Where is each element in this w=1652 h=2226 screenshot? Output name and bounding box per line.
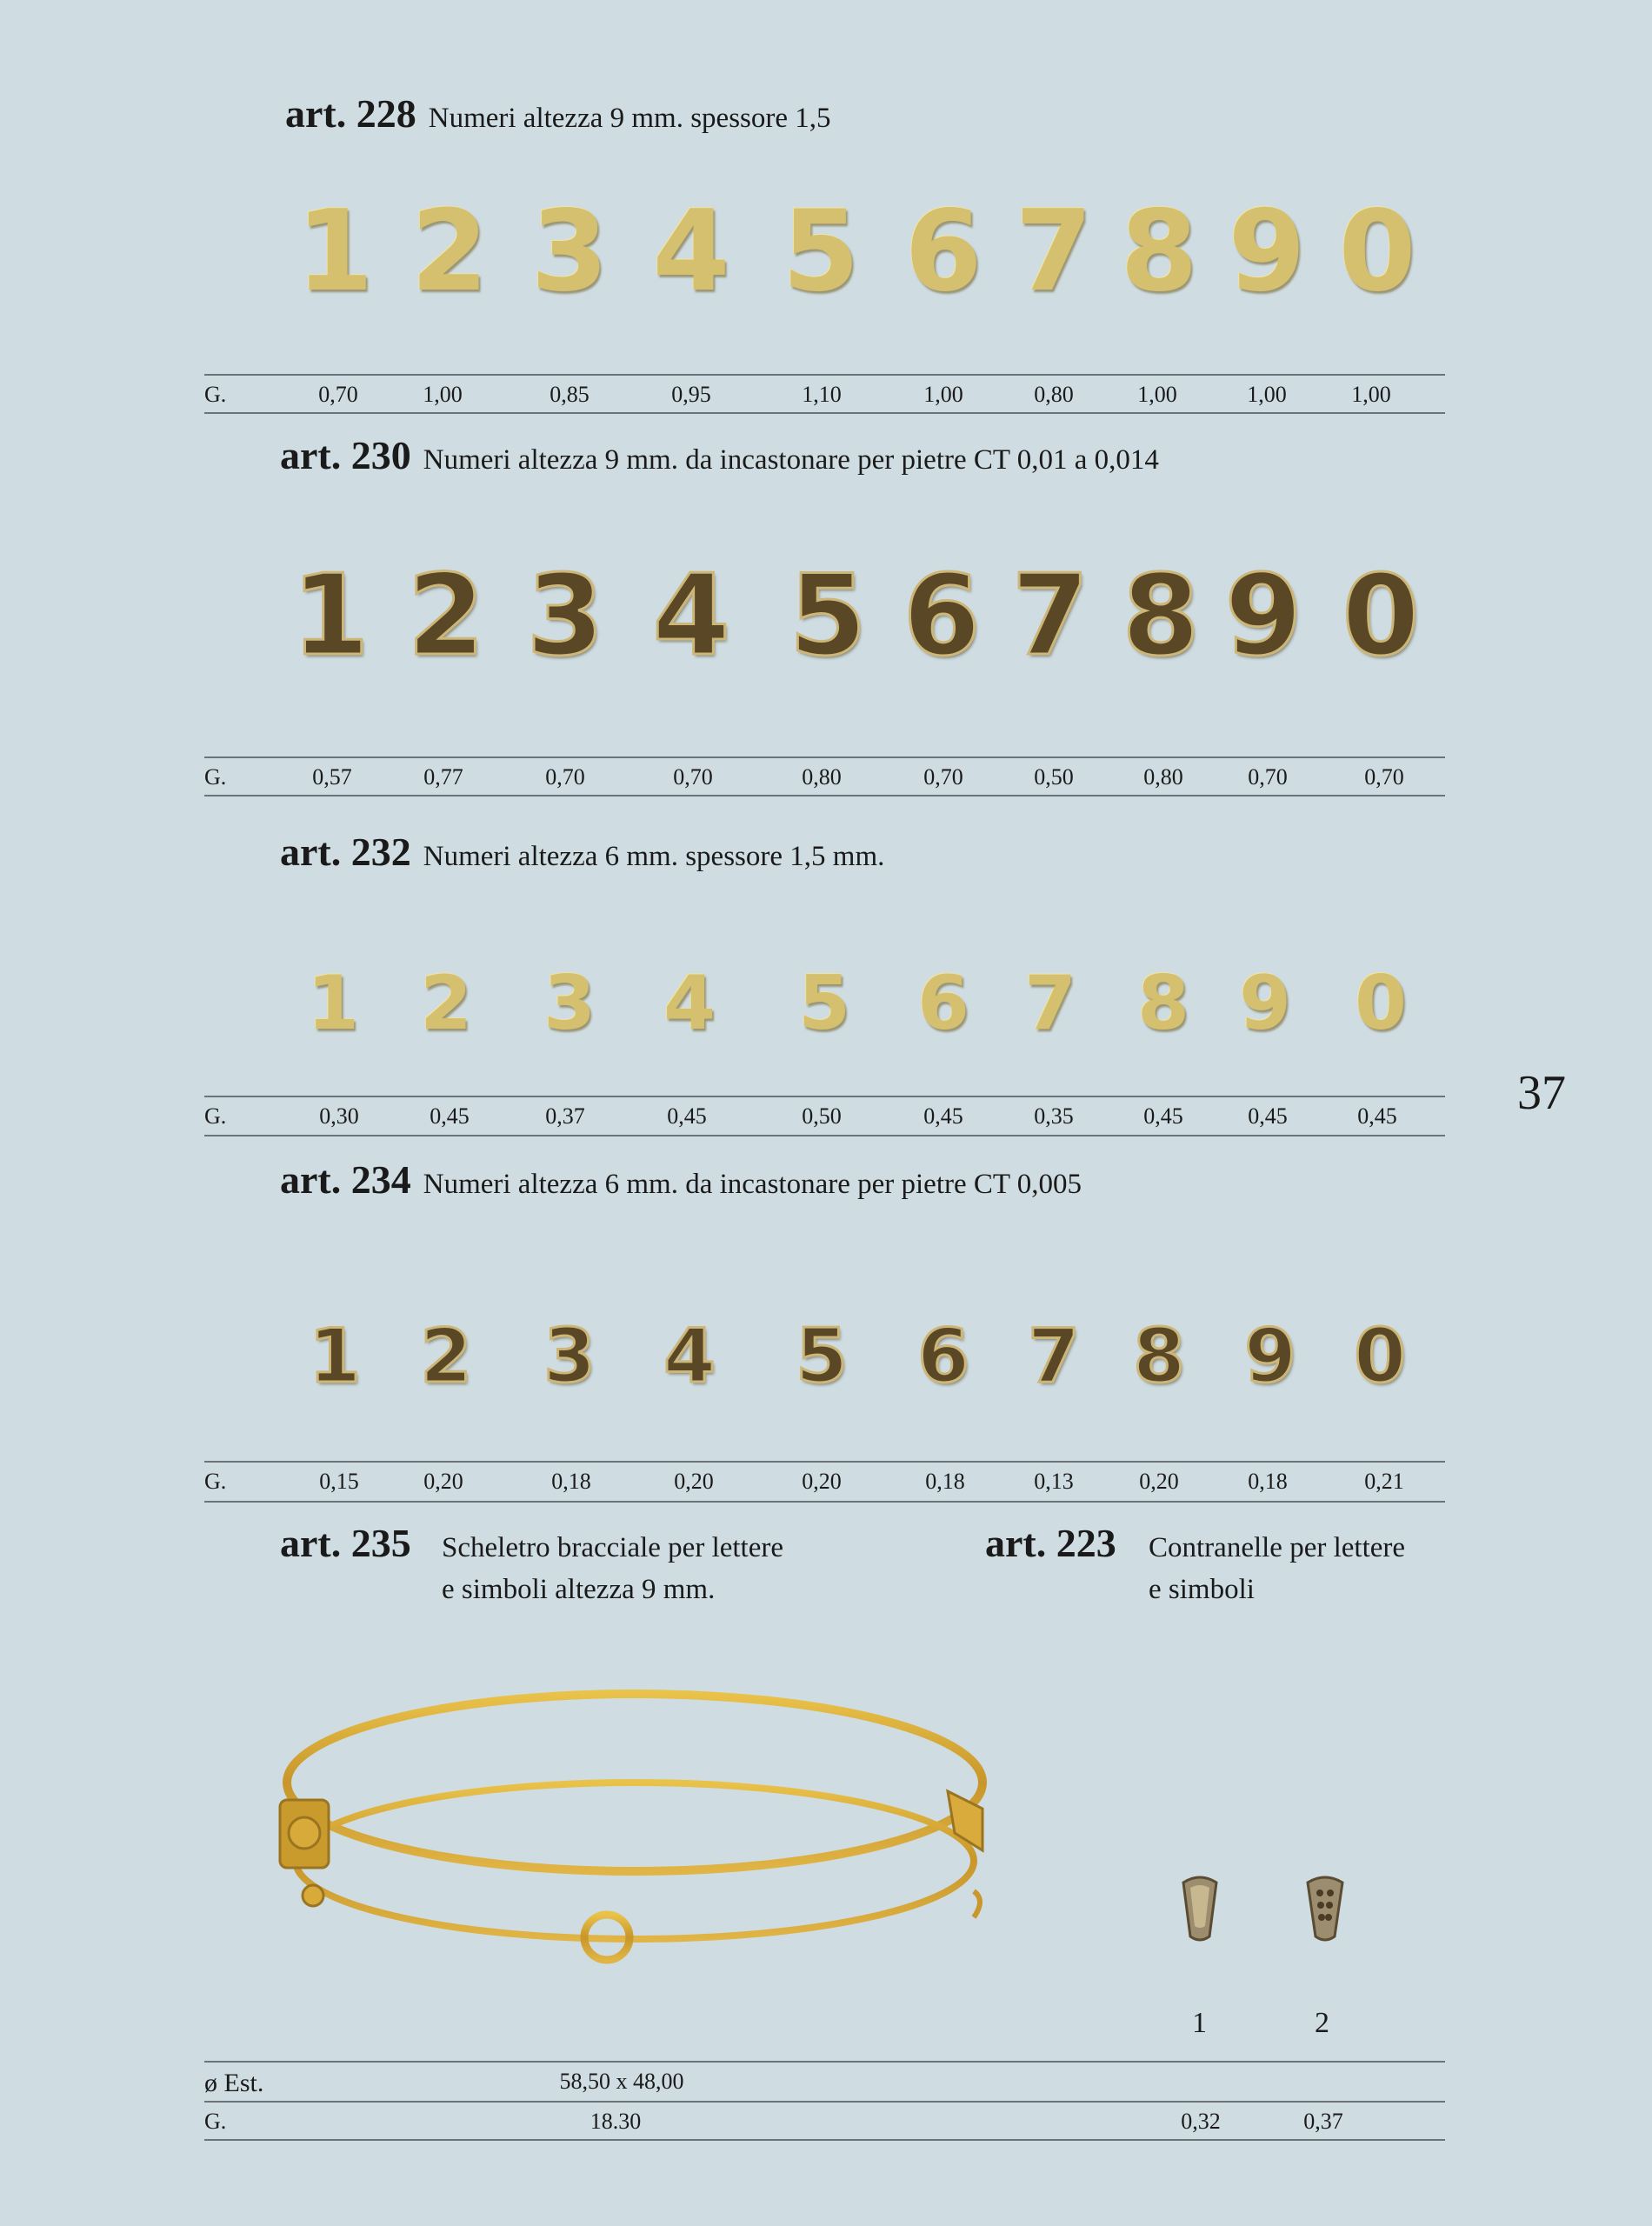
weights-row-230 [204, 758, 1445, 796]
digit-5: 5 [798, 960, 850, 1047]
description-line: e simboli [1149, 1574, 1255, 1605]
digit-9: 9 [1228, 187, 1306, 317]
art-number: art. 234 [280, 1157, 411, 1202]
weight-value: 0,30 [319, 1103, 359, 1129]
weight-value: 1,10 [802, 382, 842, 407]
weight-value: 0,45 [1248, 1103, 1288, 1129]
digit-9: 9 [1224, 551, 1302, 681]
weight-value: 0,20 [802, 1469, 842, 1494]
article-description: Numeri altezza 6 mm. spessore 1,5 mm. [423, 841, 885, 872]
weight-value: 0,20 [1139, 1469, 1179, 1494]
digit-3: 3 [543, 1313, 596, 1400]
digit-6: 6 [917, 1313, 969, 1400]
diameter-row [204, 2063, 1445, 2101]
digit-8: 8 [1133, 1313, 1185, 1400]
section-234-heading [280, 1156, 1082, 1203]
digit-8: 8 [1122, 551, 1200, 681]
bail-2-number: 2 [1315, 2007, 1329, 2039]
weight-value: 0,70 [545, 764, 585, 790]
weight-value: 0,70 [673, 764, 713, 790]
weight-value: 0,70 [318, 382, 358, 407]
description-line: Contranelle per lettere [1149, 1532, 1406, 1563]
weight-label: G. [204, 1469, 227, 1494]
weights-row-232 [204, 1097, 1445, 1136]
digit-2: 2 [420, 960, 472, 1047]
weight-value: 0,18 [1248, 1469, 1288, 1494]
section-235-heading [280, 1520, 411, 1566]
weight-value: 0,70 [923, 764, 963, 790]
digit-7: 7 [1024, 960, 1076, 1047]
weights-row-228 [204, 376, 1445, 414]
digit-1: 1 [307, 960, 359, 1047]
digit-5: 5 [782, 187, 860, 317]
digit-4: 4 [663, 960, 716, 1047]
bracelet-image [261, 1678, 1009, 1991]
description-line: e simboli altezza 9 mm. [442, 1574, 716, 1605]
weight-value: 0,18 [551, 1469, 591, 1494]
weight-value: 0,45 [667, 1103, 707, 1129]
weight-value: 0,45 [430, 1103, 470, 1129]
weight-value: 0,37 [545, 1103, 585, 1129]
art-number: art. 228 [285, 91, 416, 136]
bail-1-number: 1 [1192, 2007, 1207, 2039]
diameter-value: 58,50 x 48,00 [559, 2069, 684, 2094]
art-number: art. 230 [280, 433, 411, 477]
digit-1: 1 [309, 1313, 361, 1400]
weight-value: 0,21 [1364, 1469, 1404, 1494]
section-232-heading [280, 829, 884, 875]
digit-7: 7 [1028, 1313, 1080, 1400]
article-description: Numeri altezza 9 mm. da incastonare per pietre CT 0,01 a 0,014 [423, 444, 1159, 476]
section-228-heading [285, 90, 831, 137]
page-number: 37 [1517, 1066, 1566, 1120]
digit-5: 5 [796, 1313, 848, 1400]
bail-1-image [1178, 1874, 1222, 1943]
digit-6: 6 [903, 551, 981, 681]
table-rule [204, 2139, 1445, 2141]
article-description: Numeri altezza 6 mm. da incastonare per pietre CT 0,005 [423, 1169, 1082, 1200]
digit-3: 3 [543, 960, 596, 1047]
digit-6: 6 [917, 960, 969, 1047]
weight-value: 0,80 [802, 764, 842, 790]
table-rule [204, 412, 1445, 414]
digit-2: 2 [420, 1313, 472, 1400]
digit-8: 8 [1137, 960, 1189, 1047]
bracelet-weight: 18.30 [590, 2109, 642, 2134]
section-223-heading [985, 1520, 1116, 1566]
weight-value: 1,00 [1351, 382, 1391, 407]
weight-value: 0,57 [312, 764, 352, 790]
digit-6: 6 [904, 187, 983, 317]
weight-value: 0,95 [671, 382, 711, 407]
digit-3: 3 [526, 551, 604, 681]
weight-value: 0,50 [802, 1103, 842, 1129]
weight-value: 1,00 [1137, 382, 1177, 407]
art-number: art. 232 [280, 830, 411, 874]
art-number: art. 235 [280, 1521, 411, 1565]
digit-1: 1 [291, 551, 370, 681]
weight-value: 0,13 [1034, 1469, 1074, 1494]
weight-value: 0,35 [1034, 1103, 1074, 1129]
weight-value: 0,80 [1143, 764, 1183, 790]
digit-2: 2 [407, 551, 485, 681]
digit-4: 4 [663, 1313, 716, 1400]
digit-3: 3 [530, 187, 609, 317]
weight-label: G. [204, 764, 227, 790]
bails-description [1149, 1527, 1405, 1610]
weight-value: 0,70 [1248, 764, 1288, 790]
bail-2-image [1302, 1874, 1348, 1943]
weight-value: 0,77 [423, 764, 463, 790]
digit-7: 7 [1015, 187, 1093, 317]
weight-value: 0,50 [1034, 764, 1074, 790]
article-description: Numeri altezza 9 mm. spessore 1,5 [428, 103, 831, 134]
art-number: art. 223 [985, 1521, 1116, 1565]
weight-label: G. [204, 382, 227, 407]
weight-value: 0,85 [550, 382, 590, 407]
table-rule [204, 795, 1445, 796]
diameter-label: ø Est. [204, 2069, 264, 2097]
weight-value: 0,80 [1034, 382, 1074, 407]
digit-2: 2 [410, 187, 489, 317]
weight-value: 0,45 [923, 1103, 963, 1129]
table-rule [204, 1501, 1445, 1503]
digit-1: 1 [296, 187, 374, 317]
weight-value: 1,00 [423, 382, 463, 407]
weight-value: 0,20 [674, 1469, 714, 1494]
weight-value: 0,15 [319, 1469, 359, 1494]
digit-0: 0 [1355, 960, 1407, 1047]
digit-7: 7 [1011, 551, 1089, 681]
bottom-weights-row [204, 2103, 1445, 2141]
digit-4: 4 [652, 187, 730, 317]
digit-5: 5 [789, 551, 867, 681]
weight-label: G. [204, 2109, 227, 2134]
section-230-heading [280, 432, 1159, 478]
weight-label: G. [204, 1103, 227, 1129]
digit-9: 9 [1239, 960, 1291, 1047]
digit-0: 0 [1338, 187, 1416, 317]
weight-value: 0,18 [925, 1469, 965, 1494]
weights-row-234 [204, 1463, 1445, 1501]
digit-9: 9 [1244, 1313, 1296, 1400]
bail-1-weight: 0,32 [1181, 2109, 1221, 2134]
digit-0: 0 [1342, 551, 1420, 681]
digit-4: 4 [652, 551, 730, 681]
weight-value: 1,00 [1247, 382, 1287, 407]
weight-value: 0,45 [1143, 1103, 1183, 1129]
bracelet-description [442, 1527, 783, 1610]
weight-value: 0,45 [1357, 1103, 1397, 1129]
weight-value: 1,00 [923, 382, 963, 407]
weight-value: 0,70 [1364, 764, 1404, 790]
digit-8: 8 [1120, 187, 1198, 317]
description-line: Scheletro bracciale per lettere [442, 1532, 784, 1563]
digit-0: 0 [1354, 1313, 1406, 1400]
bail-2-weight: 0,37 [1303, 2109, 1343, 2134]
weight-value: 0,20 [423, 1469, 463, 1494]
table-rule [204, 1135, 1445, 1136]
